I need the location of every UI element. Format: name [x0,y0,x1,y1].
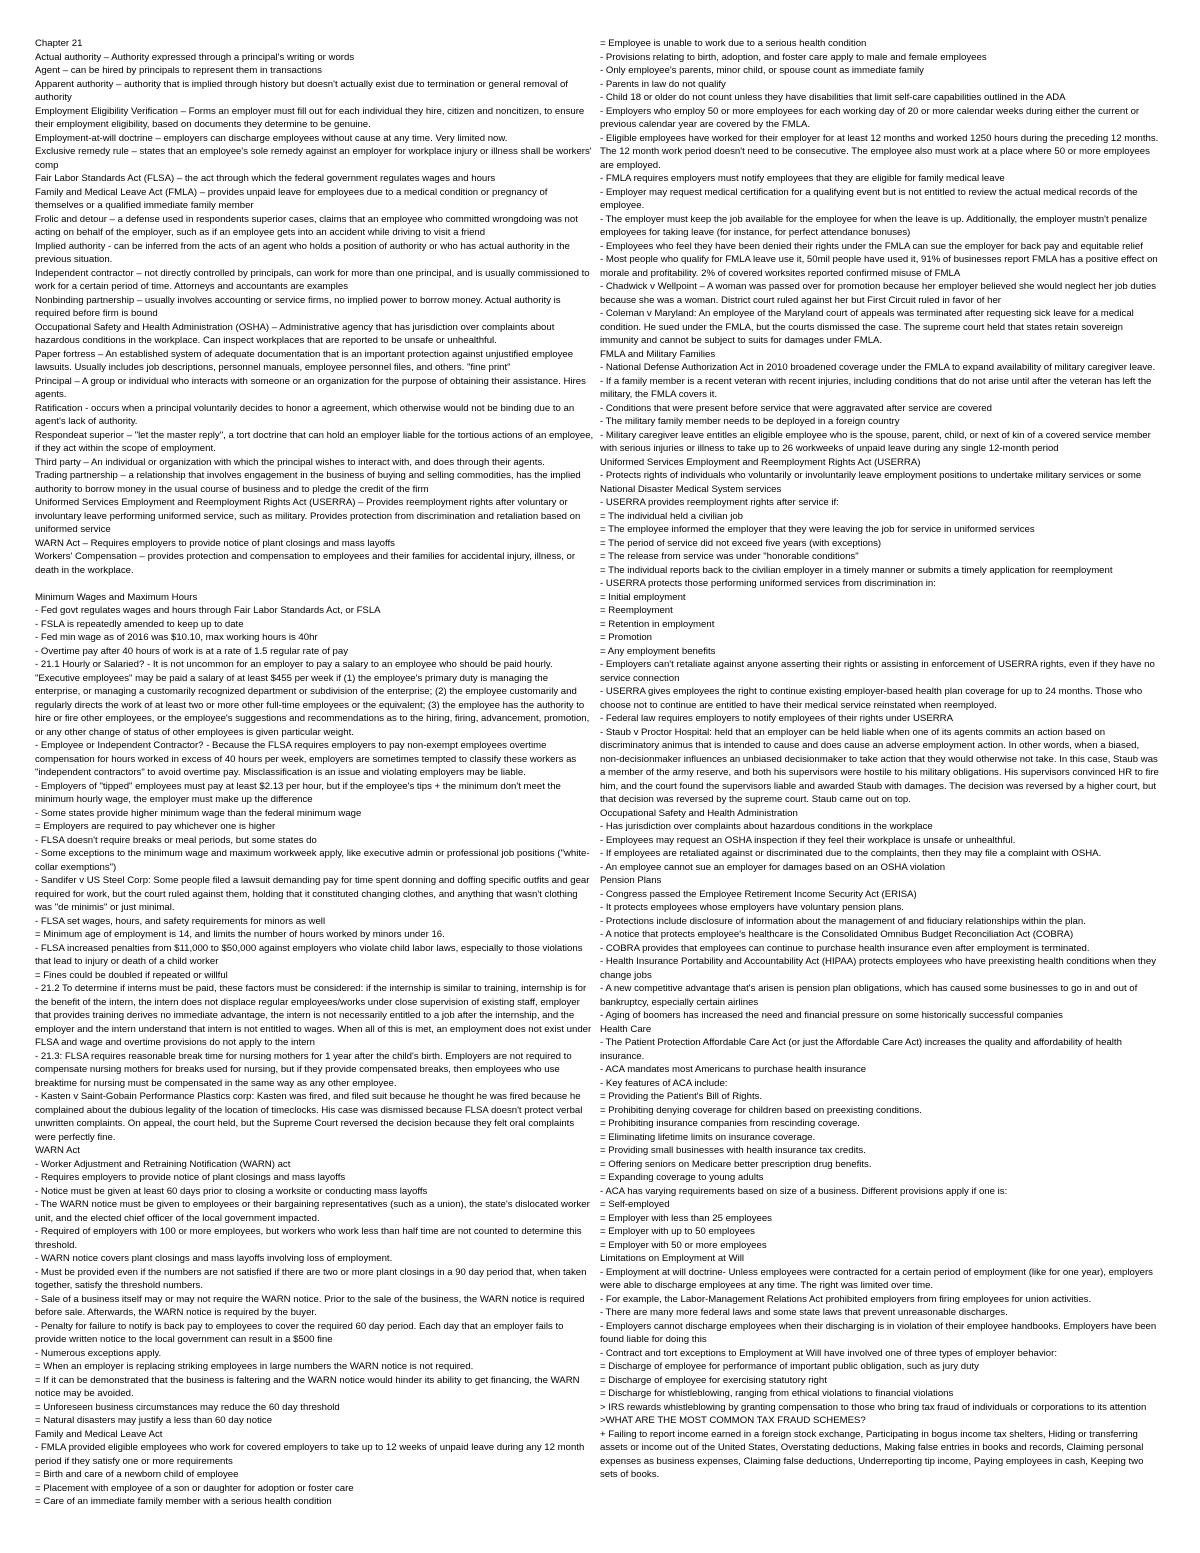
left-column-line: - 21.3: FLSA requires reasonable break time for nursing mothers for 1 year after the child's birth. Employers are not required to compensate nursing mothers for breaks used for nursing, but if they provide compensated breaks, then employees who use breaktime for nursing must be compensated in the same way as any other employee. [35,1050,572,1089]
left-column-line: = Minimum age of employment is 14, and limits the number of hours worked by minors under 16. [35,929,445,940]
left-column-line: - Required of employers with 100 or more employees, but workers who work less than half time are not counted to determine this threshold. [35,1226,582,1251]
left-column-line: - Fed govt regulates wages and hours through Fair Labor Standards Act, or FSLA [35,605,381,616]
right-column-line: = Prohibiting insurance companies from rescinding coverage. [600,1118,860,1129]
right-column-line: - Child 18 or older do not count unless they have disabilities that limit self-care capabilities outlined in the ADA [600,92,1066,103]
left-column-line: Employment Eligibility Verification – Forms an employer must fill out for each individual they hire, citizen and noncitizen, to ensure their employment eligibility, based on documents they determine to be genuine. [35,105,585,130]
left-column-line: Occupational Safety and Health Administration (OSHA) – Administrative agency that has jurisdiction over complaints about hazardous conditions in the workplace. Can inspect workplaces that are reported to be unsafe or unhealthful. [35,321,555,346]
right-column-line: - FMLA requires employers must notify employees that they are eligible for family medical leave [600,173,1005,184]
left-column-line: Employment-at-will doctrine – employers can discharge employees without cause at any time. Very limited now. [35,132,508,144]
right-column-line: Occupational Safety and Health Administration [600,807,798,819]
left-column-line: - FSLA is repeatedly amended to keep up to date [35,618,244,630]
left-column-line: Trading partnership – a relationship that involves engagement in the business of buying and selling commodities, has the implied authority to borrow money in the usual course of business and to pledge the credit of the firm [35,470,581,495]
right-column-line: = Discharge for whistleblowing, ranging from ethical violations to financial violations [600,1388,954,1399]
left-column-line: - 21.2 To determine if interns must be paid, these factors must be considered: if the internship is similar to training, internship is for the benefit of the intern, the intern does not displace regular employees/works under close supervision of existing staff, employer that provides training derives no immediate advantage, the intern is not necessarily entitled to a job after the internship, and the employer and the intern understand that intern is not entitled to wages. When all of this is met, an employment does not exist under FLSA and wage and overtime provisions do not apply to the intern [35,983,592,1048]
right-column-line: FMLA and Military Families [600,348,716,360]
right-column-line: - If a family member is a recent veteran with recent injuries, including conditions that do not arise until after the veteran has left the military, the FMLA covers it. [600,375,1152,400]
right-column-line: - Employers who employ 50 or more employees for each working day of 20 or more calendar weeks during either the current or previous calendar year are covered by the FMLA. [600,105,1140,130]
left-column-line: - Sale of a business itself may or may not require the WARN notice. Prior to the sale of the business, the WARN notice is required before sale. Afterwards, the WARN notice is required by the buyer. [35,1293,585,1318]
right-column-line: = The period of service did not exceed five years (with exceptions) [600,537,882,549]
left-column-line: - FMLA provided eligible employees who work for covered employers to take up to 12 weeks of unpaid leave during any 12 month period if they satisfy one or more requirements [35,1442,585,1467]
left-column-line: - Must be provided even if the numbers are not satisfied if there are two or more plant closings in a 90 day period that, when taken together, satisfy the threshold numbers. [35,1266,587,1291]
left-column-line: - FLSA set wages, hours, and safety requirements for minors as well [35,915,326,927]
left-column-line: Frolic and detour – a defense used in respondents superior cases, claims that an employee who committed wrongdoing was not acting on behalf of the employer, such as if an employee gets into an accident while driving to visit a friend [35,213,578,238]
left-column-line: Ratification - occurs when a principal voluntarily decides to honor a agreement, which otherwise would not be binding due to an agent's lack of authority. [35,402,575,427]
left-column-line: = Employers are required to pay whichever one is higher [35,821,276,832]
right-column-line: - Key features of ACA include: [600,1077,728,1089]
right-column-line: - A new competitive advantage that's arisen is pension plan obligations, which has caused some businesses to go in and out of bankruptcy, especially certain airlines [600,983,1138,1008]
right-column-line: - USERRA gives employees the right to continue existing employer-based health plan coverage for up to 24 months. Those who choose not to continue are entitled to have their medical service reinstated when reemployed. [600,686,1143,711]
right-column-line: - Employers cannot discharge employees when their discharging is in violation of their employee handbooks. Employers have been found liable for doing this [600,1320,1157,1345]
left-column-line: - Numerous exceptions apply. [35,1347,162,1359]
right-column-line: - Chadwick v Wellpoint – A woman was passed over for promotion because her employer believed she would neglect her job duties because she was a woman. District court ruled against her but First Circuit ruled in favor of her [600,281,1157,306]
left-column [35,37,595,1509]
right-column-line: Uniformed Services Employment and Reemployment Rights Act (USERRA) [600,456,921,468]
right-column-line: - National Defense Authorization Act in 2010 broadened coverage under the FMLA to expand availability of military caregiver leave. [600,362,1156,373]
left-column-line: - Worker Adjustment and Retraining Notification (WARN) act [35,1158,291,1170]
right-column-line: = Prohibiting denying coverage for children based on preexisting conditions. [600,1104,922,1116]
left-column-line: = Birth and care of a newborn child of employee [35,1469,239,1480]
left-column-line: - FLSA doesn't require breaks or meal periods, but some states do [35,834,317,846]
left-column-line: Exclusive remedy rule – states that an employee's sole remedy against an employer for workplace injury or illness shall be workers' comp [35,146,592,171]
right-column-line: >WHAT ARE THE MOST COMMON TAX FRAUD SCHEMES? [600,1415,866,1426]
right-column-line: = Providing small businesses with health insurance tax credits. [600,1145,866,1156]
left-column-line: - Penalty for failure to notify is back pay to employees to cover the required 60 day period. Each day that an employer fails to provide written notice to the local government can result in a $500 fine [35,1320,564,1345]
right-column-line: - Contract and tort exceptions to Employment at Will have involved one of three types of employer behavior: [600,1347,1058,1359]
right-column-line: - Protects rights of individuals who voluntarily or involuntarily leave employment positions to undertake military services or some National Disaster Medical System services [600,470,1142,495]
right-column-line: Pension Plans [600,875,662,886]
right-column-line: = Discharge of employee for exercising statutory right [600,1374,827,1386]
right-column-line: - Employment at will doctrine- Unless employees were contracted for a certain period of employment (like for one year), employers were able to discharge employees at any time. The right was limited over time. [600,1266,1153,1291]
right-column-line: + Failing to report income earned in a foreign stock exchange, Participating in bogus income tax shelters, Hiding or transferring assets or income out of the United States, Overstating deductions, Making false entries in books and records, Claiming personal expenses as business expenses, Claiming false deductions, Underreporting tip income, Paying employees in cash, Keeping two sets of books. [600,1428,1144,1480]
right-column-line: = Employee is unable to work due to a serious health condition [600,38,867,49]
left-column-line: Implied authority - can be inferred from the acts of an agent who holds a position of authority or who has actual authority in the previous situation. [35,240,570,265]
right-column-line: - Conditions that were present before service that were aggravated after service are covered [600,402,992,414]
left-column-line: - Overtime pay after 40 hours of work is at a rate of 1.5 regular rate of pay [35,645,349,657]
left-column-line: Nonbinding partnership – usually involves accounting or service firms, no implied power to borrow money. Actual authority is required before firm is bound [35,294,561,319]
right-column-line: - Has jurisdiction over complaints about hazardous conditions in the workplace [600,821,933,832]
right-column-line: - USERRA protects those performing uniformed services from discrimination in: [600,578,936,589]
right-column-line: - A notice that protects employee's healthcare is the Consolidated Omnibus Budget Reconciliation Act (COBRA) [600,929,1074,940]
right-column-line: - The Patient Protection Affordable Care Act (or just the Affordable Care Act) increases the quality and affordability of health insurance. [600,1037,1122,1062]
left-column-line: = Unforeseen business circumstances may reduce the 60 day threshold [35,1401,340,1413]
right-column [600,37,1160,1482]
right-column-line: - It protects employees whose employers have voluntary pension plans. [600,902,904,913]
left-column-line: - Some exceptions to the minimum wage and maximum workweek apply, like executive admin or professional job positions ("white-collar exemptions") [35,848,590,873]
right-column-line: = The individual reports back to the civilian employer in a timely manner or submits a timely application for reemployment [600,564,1113,576]
right-column-line: - Federal law requires employers to notify employees of their rights under USERRA [600,713,953,724]
right-column-line: = Reemployment [600,605,673,616]
right-column-line: - Eligible employees have worked for their employer for at least 12 months and worked 1250 hours during the preceding 12 months. The 12 month work period doesn't need to be consecutive. The employee also must work at a place where 50 or more employees are employed. [600,132,1159,171]
right-column-line: - Only employee's parents, minor child, or spouse count as immediate family [600,65,924,76]
right-column-line: - Most people who qualify for FMLA leave use it, 50mil people have used it, 91% of businesses report FMLA has a positive effect on morale and profitability. 2% of covered worksites reported confirmed misuse of FMLA [600,254,1158,279]
right-column-line: - There are many more federal laws and some state laws that prevent unreasonable discharges. [600,1307,1008,1318]
left-column-line: - Some states provide higher minimum wage than the federal minimum wage [35,807,362,819]
right-column-line: = The employee informed the employer that they were leaving the job for service in uniformed services [600,524,1035,535]
left-column-line: WARN Act [35,1145,80,1156]
right-column-line: > IRS rewards whistleblowing by granting compensation to those who bring tax fraud of individuals or corporations to its attention [600,1401,1147,1413]
left-column-line: Workers' Compensation – provides protection and compensation to employees and their families for accidental injury, illness, or death in the workplace. [35,551,576,576]
right-column-line: = The release from service was under "honorable conditions" [600,551,859,562]
right-column-line: - Employees may request an OSHA inspection if they feel their workplace is unsafe or unhealthful. [600,834,1016,846]
left-column-line: - WARN notice covers plant closings and mass layoffs involving loss of employment. [35,1253,393,1264]
right-column-line: - Employer may request medical certification for a qualifying event but is not entitled to review the actual medical records of the employee. [600,186,1138,211]
right-column-line: - COBRA provides that employees can continue to purchase health insurance even after employment is terminated. [600,942,1090,954]
left-column-line: - FLSA increased penalties from $11,000 to $50,000 against employers who violate child labor laws, especially to those violations that lead to injury or death of a child worker [35,942,583,967]
left-column-line: - Sandifer v US Steel Corp: Some people filed a lawsuit demanding pay for time spent donning and doffing specific outfits and gear required for work, but the court ruled against them, holding that it constituted changing clothes, and anything that wasn't clothing was "de minimis" or just minimal. [35,875,590,913]
left-column-line: - 21.1 Hourly or Salaried? - It is not uncommon for an employer to pay a salary to an employee who should be paid hourly. "Executive employees" may be paid a salary of at least $455 per week if (1) the employee's primary duty is managing the enterprise, or managing a customarily recognized department or subdivision of the enterprise; (2) the employee customarily and regularly directs the work of at least two or more other full-time employees or the equivalent; (3) the employee has the authority to hire or fire other employees, or the employee's suggestions and recommendations as to the hiring, firing, advancement, promotion, or any other change of status of other employees is given particular weight. [35,659,590,738]
left-column-line: - Kasten v Saint-Gobain Performance Plastics corp: Kasten was fired, and filed suit because he thought he was fired because he complained about the dubious legality of the location of timeclocks. His case was dismissed because FLSA doesn't protect verbal unwritten complaints. On appeal, the court held, but the Supreme Court reversed the decision because they felt oral complaints were perfectly fine. [35,1091,583,1143]
left-column-line: Independent contractor – not directly controlled by principals, can work for more than one principal, and is usually commissioned to work for a certain period of time. Attorneys and accountants are examples [35,267,590,292]
left-column-line: Agent – can be hired by principals to represent them in transactions [35,65,322,76]
right-column-line: - USERRA provides reemployment rights after service if: [600,497,839,508]
right-column-line: - Aging of boomers has increased the need and financial pressure on some historically successful companies [600,1010,1063,1021]
right-column-line: - The employer must keep the job available for the employee for when the leave is up. Additionally, the employer mustn't penalize employees for taking leave (for instance, for perfect attendance bonuses) [600,213,1148,238]
right-column-line: - For example, the Labor-Management Relations Act prohibited employers from firing employees for union activities. [600,1293,1092,1305]
left-column-line: - Employee or Independent Contractor? - Because the FLSA requires employers to pay non-exempt employees overtime compensation for hours worked in excess of 40 hours per week, employers are sometimes tempted to classify these workers as "independent contractors" to avoid overtime pay. Misclassification is an issue and violating employers may be liable. [35,740,577,778]
right-column-line: - Employers can't retaliate against anyone asserting their rights or assisting in enforcement of USERRA rights, even if they have no service connection [600,659,1155,684]
left-column-line: = Natural disasters may justify a less than 60 day notice [35,1415,273,1426]
right-column-line: = Retention in employment [600,618,715,630]
right-column-line: - ACA has varying requirements based on size of a business. Different provisions apply if one is: [600,1185,1008,1197]
left-column-line: - Requires employers to provide notice of plant closings and mass layoffs [35,1172,346,1183]
left-column-line: Principal – A group or individual who interacts with someone or an organization for the purpose of obtaining their assistance. Hires agents. [35,375,586,400]
left-column-line: Family and Medical Leave Act [35,1428,163,1440]
right-column-line: - Provisions relating to birth, adoption, and foster care apply to male and female employees [600,51,987,63]
left-column-line: Fair Labor Standards Act (FLSA) – the act through which the federal government regulates wages and hours [35,173,496,184]
right-column-line: - Health Insurance Portability and Accountability Act (HIPAA) protects employees who have preexisting health conditions when they change jobs [600,956,1157,981]
left-column-line: = Care of an immediate family member with a serious health condition [35,1496,332,1507]
left-column-line: Minimum Wages and Maximum Hours [35,591,198,603]
left-column-line: Actual authority – Authority expressed through a principal's writing or words [35,51,355,63]
right-column-line: = Expanding coverage to young adults [600,1172,764,1183]
left-column-line: = Placement with employee of a son or daughter for adoption or foster care [35,1482,354,1494]
left-column-line: - The WARN notice must be given to employees or their bargaining representatives (such as a union), the state's dislocated worker unit, and the elected chief officer of the local government impacted. [35,1199,590,1224]
right-column-line: = Employer with less than 25 employees [600,1212,772,1224]
right-column-line: = Self-employed [600,1199,670,1210]
right-column-line: = Employer with up to 50 employees [600,1226,755,1237]
right-column-line: - ACA mandates most Americans to purchase health insurance [600,1064,867,1075]
right-column-line: = Promotion [600,632,652,643]
left-column-line: Chapter 21 [35,38,83,49]
right-column-line: = Offering seniors on Medicare better prescription drug benefits. [600,1158,872,1170]
right-column-line: = Providing the Patient's Bill of Rights. [600,1091,763,1102]
right-column-line: - Staub v Proctor Hospital: held that an employer can be held liable when one of its agents commits an action based on discriminatory animus that is intended to cause and does cause an adverse employment action. In other words, when a biased, non-decisionmaker influences an unbiased decisionmaker to take action that they would otherwise not take. In this case, Staub was a member of the army reserve, and both his supervisors were hostile to his military obligations. His supervisors convinced HR to fire him, and the court found the supervisors liable and awarded Staub with damages. The decision was reversed by a higher court, but that decision was reversed by the supreme court. Staub came out on top. [600,726,1159,805]
right-column-line: Health Care [600,1023,652,1035]
right-column-line: - Military caregiver leave entitles an eligible employee who is the spouse, parent, child, or next of kin of a covered service member with serious injuries or illness to take up to 26 workweeks of unpaid leave during any single 12-month period [600,429,1151,454]
left-column-line: - Employers of "tipped" employees must pay at least $2.13 per hour, but if the employee's tips + the minimum don't meet the minimum hourly wage, the employer must make up the difference [35,780,561,805]
right-column-line: = Initial employment [600,591,686,603]
right-column-line: - An employee cannot sue an employer for damages based on an OSHA violation [600,861,946,873]
left-column-line [35,577,595,591]
right-column-line: - If employees are retaliated against or discriminated due to the complaints, then they may file a complaint with OSHA. [600,848,1102,859]
right-column-line: - Parents in law do not qualify [600,78,726,90]
left-column-line: = If it can be demonstrated that the business is faltering and the WARN notice would hinder its ability to get financing, the WARN notice may be avoided. [35,1374,580,1399]
left-column-line: = When an employer is replacing striking employees in large numbers the WARN notice is not required. [35,1361,474,1372]
left-column-line: = Fines could be doubled if repeated or willful [35,969,228,981]
right-column-line: - Employees who feel they have been denied their rights under the FMLA can sue the employer for back pay and equitable relief [600,240,1143,252]
right-column-line: - The military family member needs to be deployed in a foreign country [600,416,900,427]
right-column-line: Limitations on Employment at Will [600,1253,744,1264]
left-column-line: Paper fortress – An established system of adequate documentation that is an important protection against unjustified employee lawsuits. Usually includes job descriptions, personnel manuals, employee personnel files, and others. "fine print" [35,348,574,373]
right-column-line: = Any employment benefits [600,645,716,657]
left-column-line: Respondeat superior – "let the master reply", a tort doctrine that can hold an employer liable for the tortious actions of an employee, if they act within the scope of employment. [35,429,594,454]
right-column-line: = Employer with 50 or more employees [600,1239,767,1251]
left-column-line: Uniformed Services Employment and Reemployment Rights Act (USERRA) – Provides reemployment rights after voluntary or involuntary leave performing uniformed service, such as military. Provides protection from discrimination and retaliation based on uniformed service [35,497,581,535]
right-column-line: = The individual held a civilian job [600,510,744,522]
right-column-line: - Protections include disclosure of information about the management of and fiduciary relationships within the plan. [600,915,1086,927]
right-column-line: - Congress passed the Employee Retirement Income Security Act (ERISA) [600,888,917,900]
left-column-line: WARN Act – Requires employers to provide notice of plant closings and mass layoffs [35,537,395,549]
left-column-line: - Notice must be given at least 60 days prior to closing a worksite or conducting mass layoffs [35,1185,428,1197]
right-column-line: = Discharge of employee for performance of important public obligation, such as jury duty [600,1361,979,1372]
left-column-line: Family and Medical Leave Act (FMLA) – provides unpaid leave for employees due to a medical condition or pregnancy of themselves or a qualified immediate family member [35,186,548,211]
right-column-line: = Eliminating lifetime limits on insurance coverage. [600,1131,816,1143]
left-column-line: - Fed min wage as of 2016 was $10.10, max working hours is 40hr [35,632,318,643]
left-column-line: Third party – An individual or organization with which the principal wishes to interact with, and does through their agents. [35,456,545,468]
left-column-line: Apparent authority – authority that is implied through history but doesn't actually exist due to termination or general removal of authority [35,78,568,103]
right-column-line: - Coleman v Maryland: An employee of the Maryland court of appeals was terminated after requesting sick leave for a medical condition. He sued under the FMLA, but the courts dismissed the case. The supreme court held that states retain sovereign immunity and cannot be subject to suits for damages under FMLA. [600,308,1134,346]
